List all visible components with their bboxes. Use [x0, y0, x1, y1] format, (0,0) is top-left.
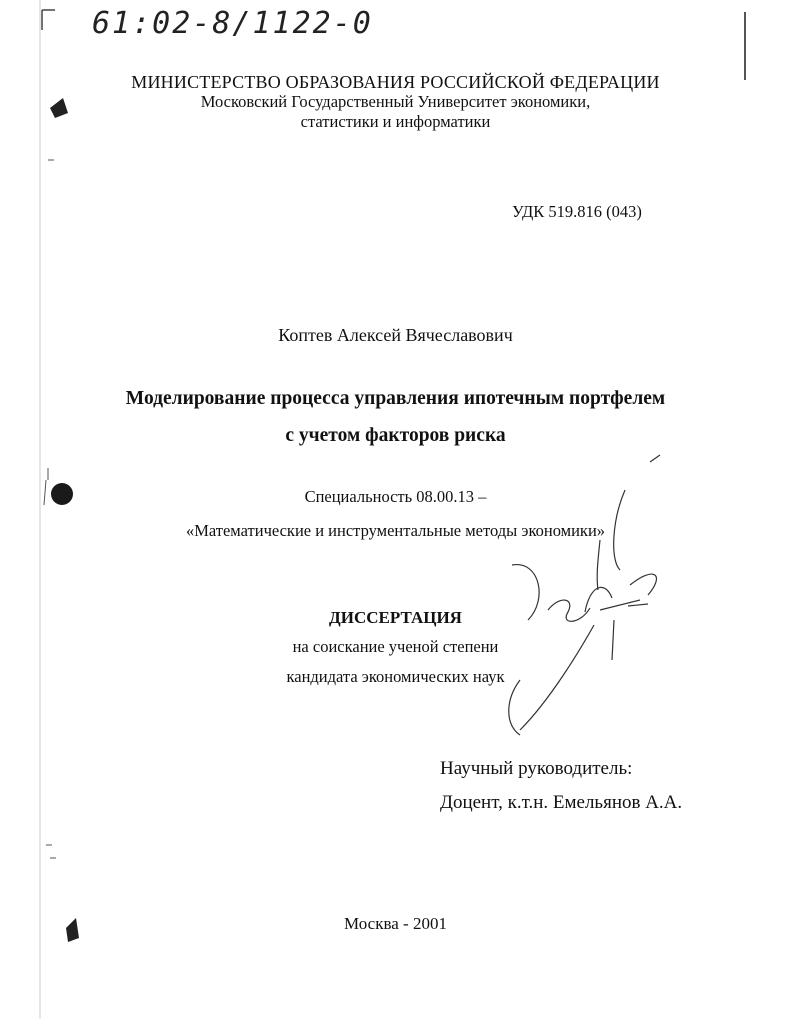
dissertation-label: ДИССЕРТАЦИЯ — [329, 608, 462, 627]
degree-line1: на соискание ученой степени — [292, 637, 499, 656]
thesis-title-line2: с учетом факторов риска — [285, 425, 506, 446]
udk-code: УДК 519.816 (043) — [512, 202, 642, 221]
archive-number: 61:02-8/1122-0 — [92, 6, 373, 41]
degree-line2: кандидата экономических наук — [286, 667, 505, 686]
city-year: Москва - 2001 — [344, 914, 447, 933]
specialty-code: Специальность 08.00.13 – — [304, 487, 487, 506]
university-name-line2: статистики и информатики — [300, 112, 491, 131]
specialty-name: «Математические и инструментальные методы экономики» — [185, 521, 606, 540]
thesis-title-line1: Моделирование процесса управления ипотечным портфелем — [125, 388, 666, 409]
advisor-name: Доцент, к.т.н. Емельянов А.А. — [440, 792, 683, 813]
author-name: Коптев Алексей Вячеславович — [278, 325, 513, 345]
advisor-label: Научный руководитель: — [440, 758, 633, 779]
university-name-line1: Московский Государственный Университет экономики, — [200, 92, 591, 111]
ministry-heading: МИНИСТЕРСТВО ОБРАЗОВАНИЯ РОССИЙСКОЙ ФЕДЕРАЦИИ — [131, 72, 660, 92]
